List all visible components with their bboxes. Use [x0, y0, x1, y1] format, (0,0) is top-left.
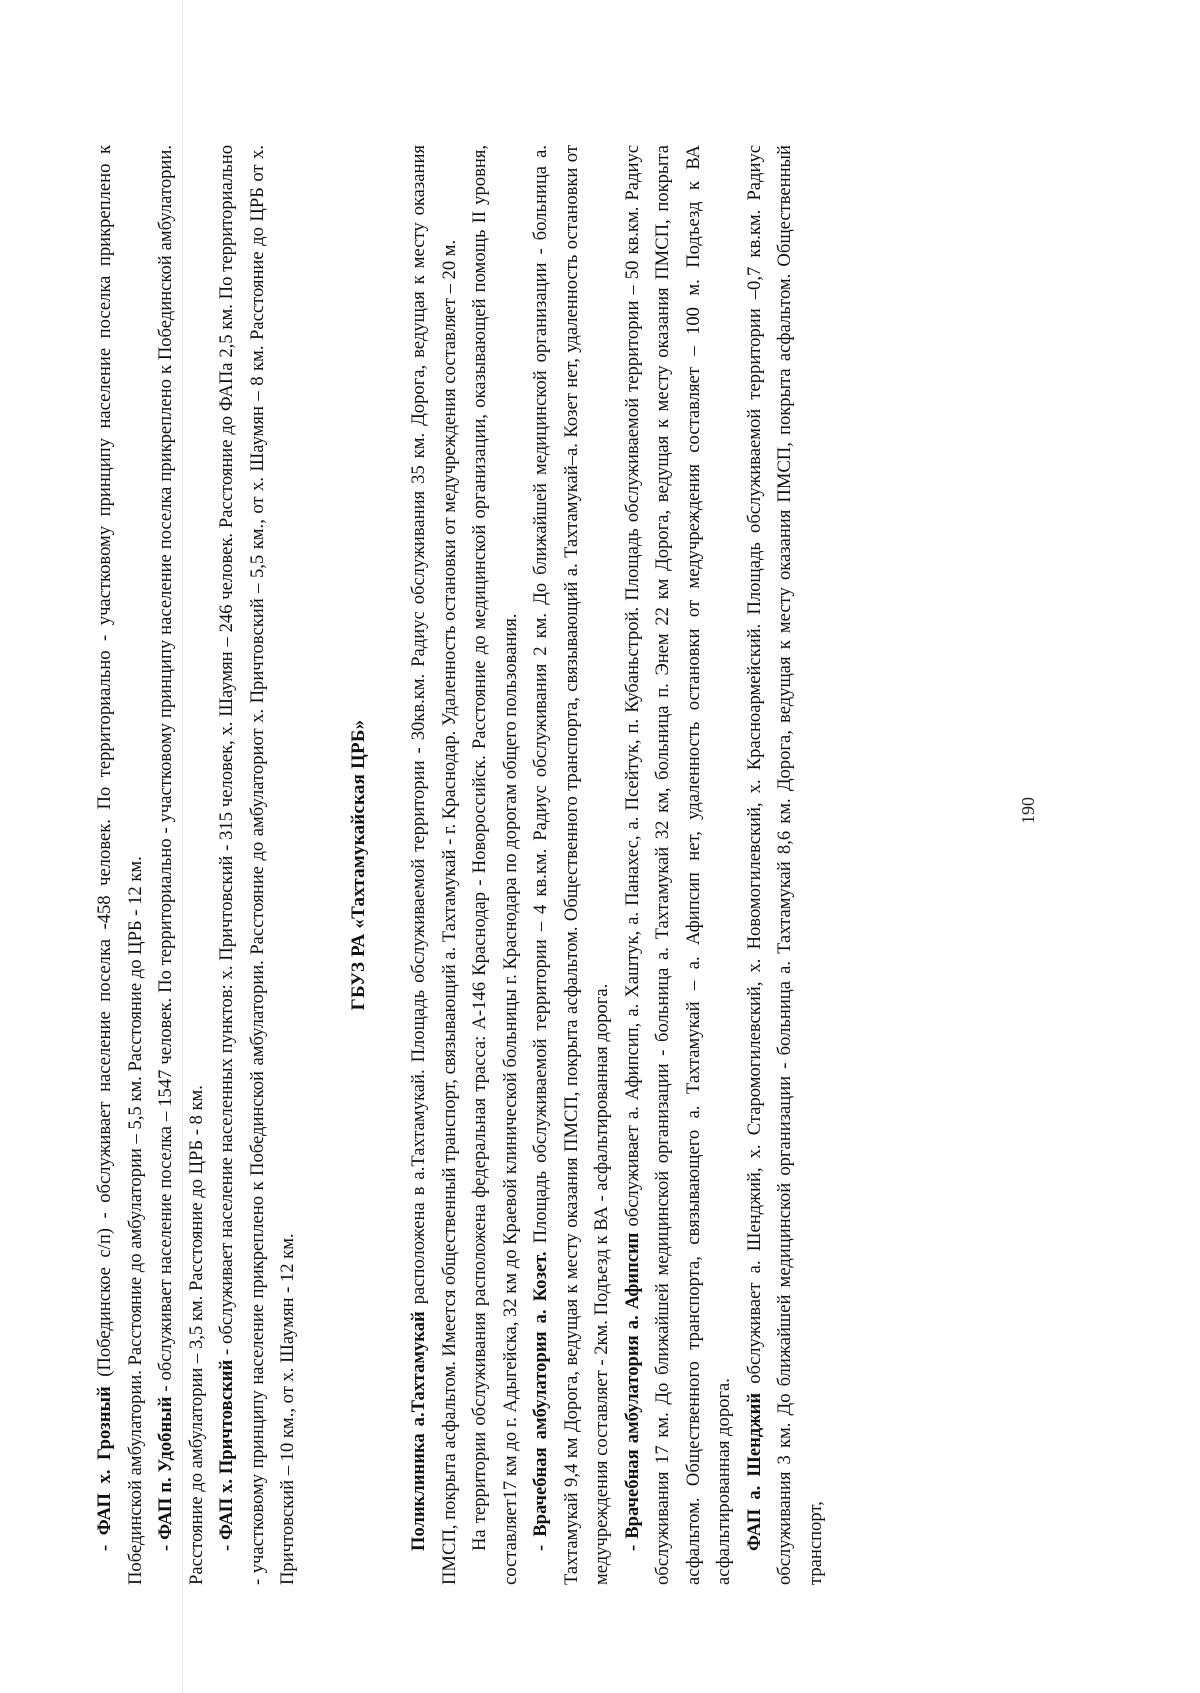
rotated-text-area — [90, 145, 1090, 1585]
paragraph-fap-shendzhiy — [740, 145, 832, 1585]
paragraph-bold-lead: - ФАП п. Удобный — [155, 1396, 176, 1551]
paragraph-text: Площадь обслуживаемой территории – 4 кв.км. Радиус обслуживания 2 км. До ближайшей медицинской организации - больница а. Тахтамукай 9,4 км Дорога, ведущая к месту оказания ПМСП, покрыта асфальтом. Общественного транспорта, связывающий а. Тахтамукай–а. Козет нет, удаленность остановки от медучреждения составляет - 2км. Подъезд к ВА - асфальтированная дорога. — [530, 145, 612, 1585]
section-heading: ГБУЗ РА «Тахтамукайская ЦРБ» — [347, 719, 369, 1011]
paragraph-bold-lead: - ФАП х. Причтовский — [216, 1359, 237, 1551]
paragraph-fap-prichtovsky — [212, 145, 304, 1585]
paragraph-text: На территории обслуживания расположена федеральная трасса: А-146 Краснодар - Новороссийск. Расстояние до медицинской организации, оказывающей помощь II уровня, составляет17 км до г. Адыгейска, 32 км до Краевой клинической больницы г. Краснодара по дорогам общего пользования. — [469, 145, 521, 1585]
paragraph-fap-grozny — [90, 145, 151, 1585]
paragraph-federal-highway — [465, 145, 526, 1585]
section-gap — [304, 145, 344, 1585]
paragraph-polyclinic — [404, 145, 465, 1585]
paragraph-bold-lead: ФАП а. Шенджий — [743, 1392, 765, 1551]
paragraph-ambulatory-afipsip — [618, 145, 740, 1585]
paragraph-text: обслуживает а. Шенджий, х. Старомогилевский, х. Новомогилевский, х. Красноармейский. Площадь обслуживаемой территории –0,7 кв.км. Радиус обслуживания 3 км. До ближайшей медицинской организации - больница а. Тахтамукай 8,6 км. Дорога, ведущая к месту оказания ПМСП, покрыта асфальтом. Общественный транспорт, — [743, 144, 826, 1585]
paragraph-text: (Побединское с/п) - обслуживает население поселка -458 человек. По территориально - участковому принципу население поселка прикреплено к Побединской амбулатории. Расстояние до амбулатории – 5,5 км. Расстояние до ЦРБ - 12 км. — [94, 145, 146, 1585]
paragraph-ambulatory-kozet — [526, 145, 618, 1585]
paragraph-text: расположена в а.Тахтамукай. Площадь обслуживаемой территории - 30кв.км. Радиус обслуживания 35 км. Дорога, ведущая к месту оказания ПМСП, покрыта асфальтом. Имеется общественный транспорт, связывающий а. Тахтамукай - г. Краснодар. Удаленность остановки от медучреждения составляет – 20 м. — [408, 145, 460, 1585]
paragraph-text: - обслуживает население населенных пунктов: х. Причтовский - 315 человек, х. Шаумян – 246 человек. Расстояние до ФАПа 2,5 км. По территориально - участковому принципу население прикреплено к Побединской амбулатории. Расстояние до амбулаториот х. Причтовский – 5,5 км., от х. Шаумян – 8 км. Расстояние до ЦРБ от х. Причтовский – 10 км., от х. Шаумян - 12 км. — [216, 145, 298, 1585]
paragraph-text: - обслуживает население поселка – 1547 человек. По территориально - участковому принципу население поселка прикреплено к Побединской амбулатории. Расстояние до амбулатории – 3,5 км. Расстояние до ЦРБ - 8 км. — [155, 145, 207, 1585]
page-number: 190 — [1018, 797, 1038, 824]
document-body — [90, 145, 831, 1585]
paragraph-bold-lead: Поликлиника а.Тахтамукай — [408, 1311, 429, 1551]
paragraph-bold-lead: - Врачебная амбулатория а. Козет. — [530, 1251, 551, 1551]
paragraph-bold-lead: - ФАП х. Грозный — [94, 1386, 115, 1551]
paragraph-text: обслуживает а. Афипсип, а. Хаштук, а. Панахес, а. Псейтук, п. Кубаньстрой. Площадь обслуживаемой территории – 50 кв.км. Радиус обслуживания 17 км. До ближайшей медицинской организации - больница а. Тахтамукай 32 км, больница п. Энем 22 км Дорога, ведущая к месту оказания ПМСП, покрыта асфальтом. Общественного транспорта, связывающего а. Тахтамукай – а. Афипсип нет, удаленность остановки от медучреждения составляет – 100 м. Подъезд к ВА асфальтированная дорога. — [621, 145, 734, 1585]
paragraph-bold-lead: - Врачебная амбулатория а. Афипсип — [621, 1232, 643, 1551]
paragraph-fap-udobny — [151, 145, 212, 1585]
